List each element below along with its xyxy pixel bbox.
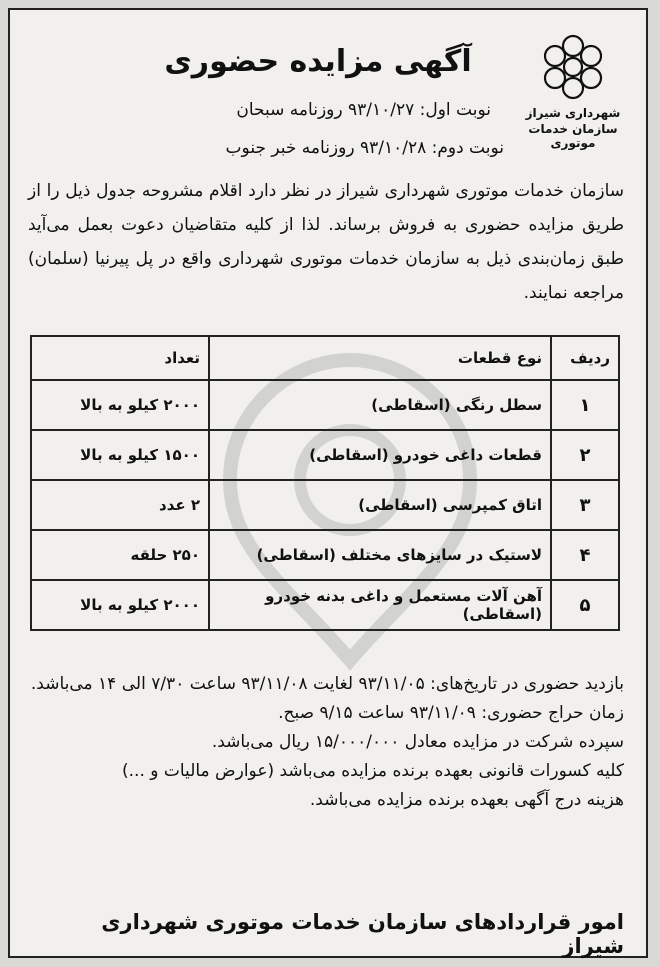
item-quantity: ۱۵۰۰ کیلو به بالا bbox=[31, 430, 209, 480]
table-header-row bbox=[31, 336, 619, 380]
org-name: شهرداری شیراز bbox=[525, 106, 621, 120]
row-number: ۳ bbox=[551, 480, 619, 530]
item-quantity: ۲۰۰۰ کیلو به بالا bbox=[31, 580, 209, 630]
municipality-logo bbox=[518, 32, 628, 150]
item-type: قطعات داغی خودرو (اسقاطی) bbox=[209, 430, 551, 480]
header-quantity: تعداد bbox=[31, 336, 209, 380]
item-type: آهن آلات مستعمل و داغی بدنه خودرو (اسقاطی) bbox=[209, 580, 551, 630]
table-row bbox=[31, 580, 619, 630]
header-item-type: نوع قطعات bbox=[209, 336, 551, 380]
notice-title: آگهی مزایده حضوری bbox=[164, 44, 472, 79]
org-department: سازمان خدمات موتوری bbox=[528, 122, 618, 150]
signature-line: امور قراردادهای سازمان خدمات موتوری شهرداری شیراز bbox=[101, 910, 624, 958]
item-quantity: ۲ عدد bbox=[31, 480, 209, 530]
item-type: لاستیک در سایزهای مختلف (اسقاطی) bbox=[209, 530, 551, 580]
item-quantity: ۲۵۰ حلقه bbox=[31, 530, 209, 580]
publication-second: نوبت دوم: ۹۳/۱۰/۲۸ روزنامه خبر جنوب bbox=[225, 138, 504, 158]
table-row bbox=[31, 480, 619, 530]
deposit-amount: سپرده شرکت در مزایده معادل ۱۵/۰۰۰/۰۰۰ ریال می‌باشد. bbox=[211, 732, 624, 752]
row-number: ۵ bbox=[551, 580, 619, 630]
row-number: ۲ bbox=[551, 430, 619, 480]
details-section bbox=[28, 670, 624, 815]
items-table bbox=[30, 335, 620, 631]
row-number: ۴ bbox=[551, 530, 619, 580]
ad-cost: هزینه درج آگهی بعهده برنده مزایده می‌باشد. bbox=[309, 790, 624, 810]
item-type: اتاق کمپرسی (اسقاطی) bbox=[209, 480, 551, 530]
item-quantity: ۲۰۰۰ کیلو به بالا bbox=[31, 380, 209, 430]
table-row bbox=[31, 380, 619, 430]
publication-first: نوبت اول: ۹۳/۱۰/۲۷ روزنامه سبحان bbox=[236, 100, 491, 120]
item-type: سطل رنگی (اسقاطی) bbox=[209, 380, 551, 430]
notice-sheet bbox=[8, 8, 648, 958]
flower-rosette-icon bbox=[538, 32, 608, 102]
table-row bbox=[31, 430, 619, 480]
header-row-number: ردیف bbox=[551, 336, 619, 380]
auction-time: زمان حراج حضوری: ۹۳/۱۱/۰۹ ساعت ۹/۱۵ صبح. bbox=[278, 703, 624, 723]
visit-dates: بازدید حضوری در تاریخ‌های: ۹۳/۱۱/۰۵ لغایت ۹۳/۱۱/۰۸ ساعت ۷/۳۰ الی ۱۴ می‌باشد. bbox=[30, 674, 624, 694]
table-row bbox=[31, 530, 619, 580]
intro-paragraph: سازمان خدمات موتوری شهرداری شیراز در نظر دارد اقلام مشروحه جدول ذیل را از طریق مزایده حضوری به فروش برساند. لذا از کلیه متقاضیان دعوت بعمل می‌آید طبق زمان‌بندی ذیل به سازمان خدمات موتوری شهرداری واقع در پل پیرنیا (سلمان) مراجعه نمایند. bbox=[28, 181, 624, 303]
row-number: ۱ bbox=[551, 380, 619, 430]
legal-deductions: کلیه کسورات قانونی بعهده برنده مزایده می‌باشد (عوارض مالیات و ...) bbox=[122, 761, 624, 781]
